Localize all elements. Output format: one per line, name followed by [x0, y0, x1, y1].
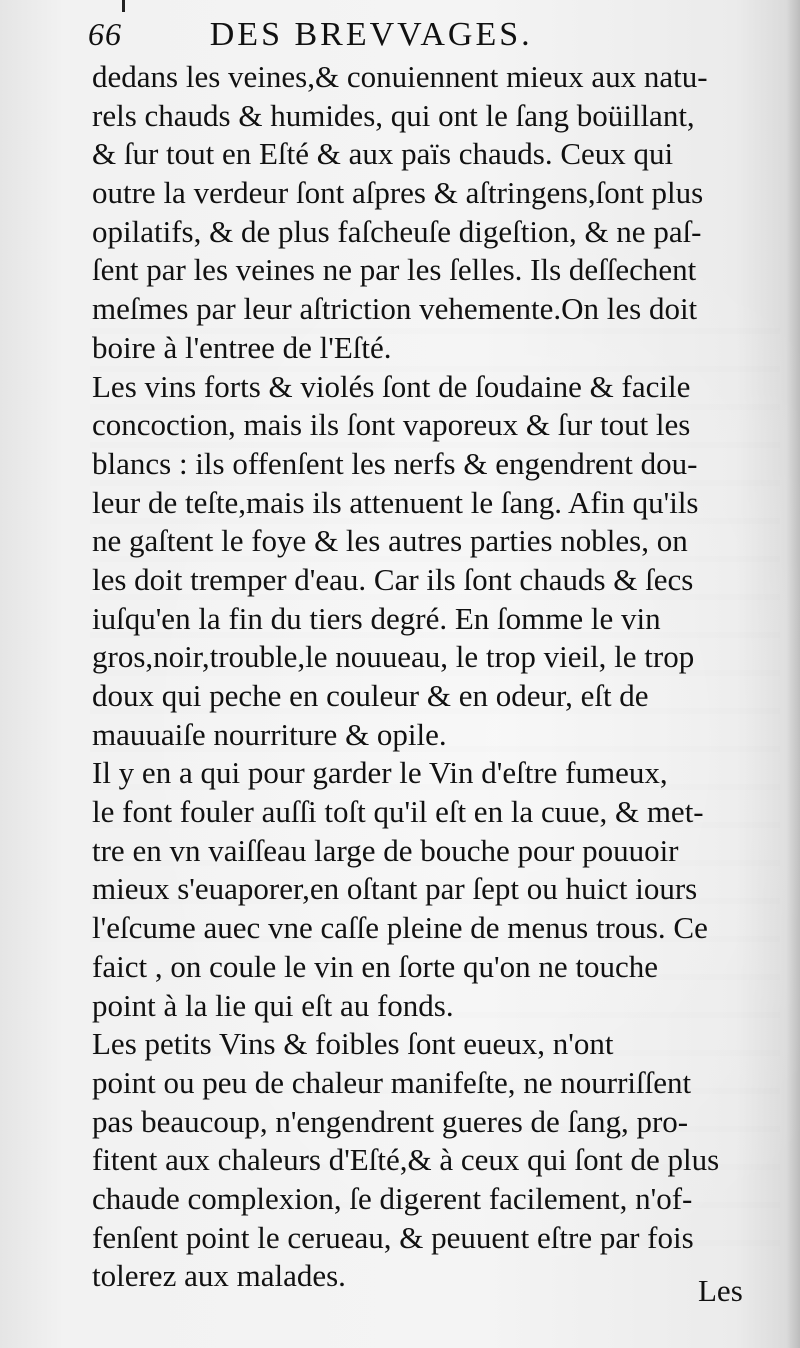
text-line: ne gaſtent le foye & les autres parties nobles, on — [92, 523, 688, 559]
text-line: gros,noir,trouble,le nouueau, le trop vieil, le trop — [92, 639, 695, 675]
text-line: dedans les veines,& conuiennent mieux aux natu- — [92, 59, 708, 94]
text-line: concoction, mais ils ſont vaporeux & ſur tout les — [92, 407, 691, 443]
text-line: le font fouler auſſi toſt qu'il eſt en la cuue, & met- — [92, 794, 704, 830]
text-line: rels chauds & humides, qui ont le ſang boüillant, — [92, 97, 695, 133]
paragraph-start: Les vins forts & violés ſont de ſoudaine & facile — [92, 368, 691, 404]
text-line: chaude complexion, ſe digerent facilement, n'of- — [92, 1180, 693, 1216]
text-line: fenſent point le cerueau, & peuuent eſtre par fois — [92, 1219, 694, 1255]
text-line: blancs : ils offenſent les nerfs & engendrent dou- — [92, 445, 698, 481]
text-line: iuſqu'en la fin du tiers degré. En ſomme le vin — [92, 600, 661, 636]
text-line: mauuaiſe nourriture & opile. — [92, 716, 447, 752]
text-line: point ou peu de chaleur manifeſte, ne nourriſſent — [92, 1064, 692, 1100]
text-line: fitent aux chaleurs d'Eſté,& à ceux qui ſont de plus — [92, 1142, 720, 1178]
text-line: tre en vn vaiſſeau large de bouche pour pouuoir — [92, 832, 679, 868]
running-head — [88, 10, 708, 58]
text-line: point à la lie qui eſt au fonds. — [92, 987, 454, 1023]
text-line: outre la verdeur ſont aſpres & aſtringens,ſont plus — [92, 175, 704, 211]
paragraph-start: Il y en a qui pour garder le Vin d'eſtre fumeux, — [92, 755, 668, 791]
text-line: pas beaucoup, n'engendrent gueres de ſang, pro- — [92, 1103, 689, 1139]
text-line: meſmes par leur aſtriction vehemente.On les doit — [92, 291, 698, 327]
text-line: les doit tremper d'eau. Car ils ſont chauds & ſecs — [92, 561, 694, 597]
main-text — [92, 58, 772, 1296]
text-line: opilatifs, & de plus faſcheuſe digeſtion, & ne paſ- — [92, 213, 702, 249]
text-line: faict , on coule le vin en ſorte qu'on ne touche — [92, 948, 658, 984]
page-title: DES BREVVAGES. — [209, 16, 533, 53]
text-line: tolerez aux malades. — [92, 1258, 346, 1294]
page-edge-shadow — [786, 0, 800, 1348]
text-line: ſent par les veines ne par les ſelles. Ils deſſechent — [92, 252, 697, 288]
text-line: boire à l'entree de l'Eſté. — [92, 329, 392, 365]
text-line: mieux s'euaporer,en oſtant par ſept ou huict iours — [92, 871, 698, 907]
text-line: & ſur tout en Eſté & aux païs chauds. Ceux qui — [92, 136, 674, 172]
text-line: l'eſcume auec vne caſſe pleine de menus trous. Ce — [92, 910, 708, 946]
catchword: Les — [698, 1273, 743, 1308]
text-line: leur de teſte,mais ils attenuent le ſang. Afin qu'ils — [92, 484, 699, 520]
paragraph-start: Les petits Vins & foibles ſont eueux, n'ont — [92, 1026, 614, 1062]
text-line: doux qui peche en couleur & en odeur, eſt de — [92, 678, 649, 713]
page-number: 66 — [88, 16, 122, 52]
